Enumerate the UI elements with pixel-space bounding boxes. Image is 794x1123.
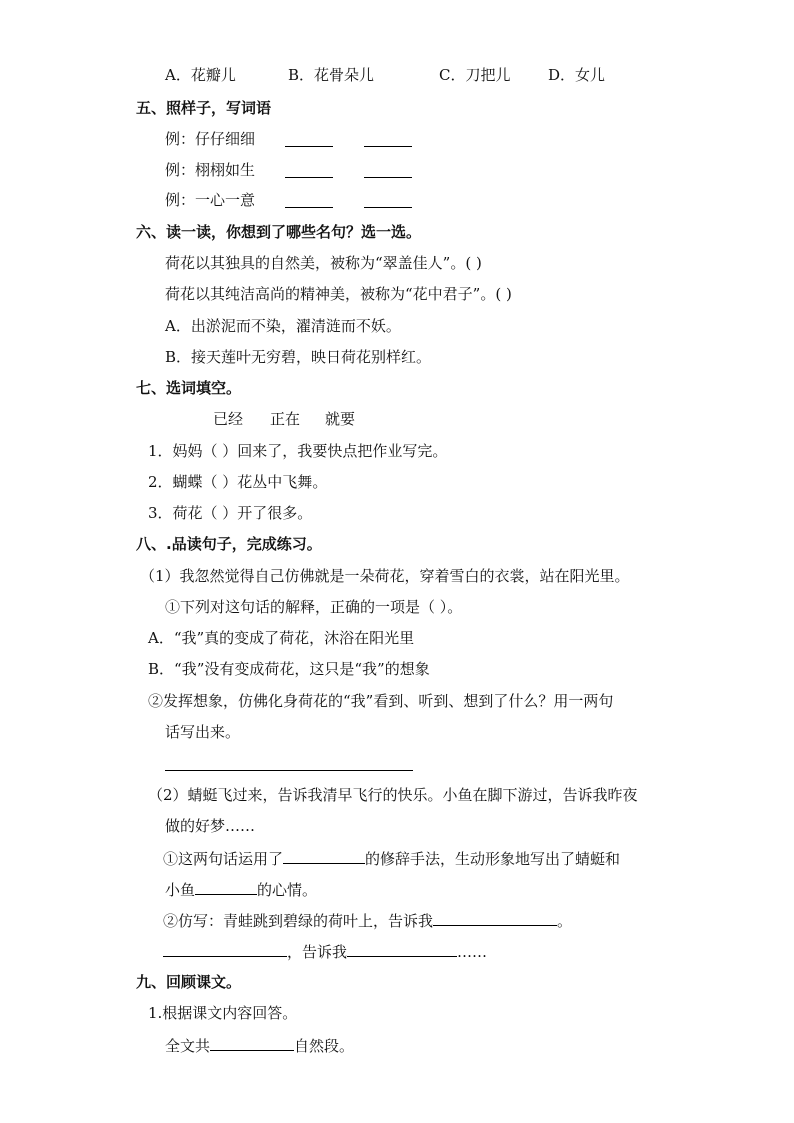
answer-blank[interactable] — [364, 146, 412, 147]
fill-item-3: 3．荷花（ ）开了很多。 — [148, 504, 313, 522]
question-1-1: ①下列对这句话的解释，正确的一项是（ ）。 — [165, 598, 463, 616]
question-text: 的心情。 — [257, 881, 318, 899]
example-2: 例：栩栩如生 — [165, 161, 256, 179]
option-a: A．花瓣儿 — [165, 66, 236, 84]
question-text: 小鱼 — [165, 881, 196, 899]
option-c: C．刀把儿 — [439, 66, 511, 84]
example-3: 例：一心一意 — [165, 191, 256, 209]
writing-line[interactable] — [165, 770, 413, 771]
question-9-1: 1.根据课文内容回答。 — [148, 1004, 298, 1022]
question-text: 自然段。 — [294, 1037, 355, 1055]
question-2-1-line2 — [165, 878, 317, 900]
passage-2-line2: 做的好梦…… — [165, 817, 256, 835]
word-choice-1: 已经 — [213, 410, 244, 428]
answer-blank[interactable] — [163, 940, 287, 957]
question-2-3 — [163, 940, 487, 962]
section-6-title: 六、读一读，你想到了哪些名句？选一选。 — [136, 223, 422, 241]
answer-blank[interactable] — [347, 940, 457, 957]
question-text: 全文共 — [165, 1037, 211, 1055]
option-a: A．出淤泥而不染，濯清涟而不妖。 — [165, 317, 401, 335]
question-2-2 — [163, 909, 572, 931]
option-b: B．花骨朵儿 — [288, 66, 375, 84]
question-text: 。 — [557, 912, 573, 930]
answer-blank[interactable] — [285, 177, 333, 178]
choice-a: A．“我”真的变成了荷花，沐浴在阳光里 — [148, 629, 415, 647]
section-8-title: 八、.品读句子，完成练习。 — [136, 535, 322, 553]
answer-blank[interactable] — [195, 878, 257, 895]
question-text: …… — [457, 943, 488, 961]
sentence-2: 荷花以其纯洁高尚的精神美，被称为“花中君子”。( ) — [165, 285, 512, 303]
passage-2-line1: （2）蜻蜓飞过来，告诉我清早飞行的快乐。小鱼在脚下游过，告诉我昨夜 — [148, 786, 638, 804]
answer-blank[interactable] — [210, 1034, 294, 1051]
section-5-title: 五、照样子，写词语 — [136, 99, 272, 117]
answer-blank[interactable] — [285, 207, 333, 208]
question-9-1-answer — [165, 1034, 354, 1056]
section-7-title: 七、选词填空。 — [136, 379, 242, 397]
example-1: 例：仔仔细细 — [165, 130, 256, 148]
fill-item-2: 2．蝴蝶（ ）花丛中飞舞。 — [148, 473, 328, 491]
option-d: D．女儿 — [548, 66, 606, 84]
question-1-2-line1: ②发挥想象，仿佛化身荷花的“我”看到、听到、想到了什么？用一两句 — [148, 692, 614, 710]
answer-blank[interactable] — [433, 909, 557, 926]
passage-1: （1）我忽然觉得自己仿佛就是一朵荷花，穿着雪白的衣裳，站在阳光里。 — [140, 567, 630, 585]
word-choice-3: 就要 — [325, 410, 356, 428]
answer-blank[interactable] — [283, 847, 365, 864]
option-b: B．接天莲叶无穷碧，映日荷花别样红。 — [165, 348, 432, 366]
answer-blank[interactable] — [285, 146, 333, 147]
question-text: 的修辞手法，生动形象地写出了蜻蜓和 — [365, 850, 621, 868]
question-2-1-line1 — [163, 847, 620, 869]
question-text: ①这两句话运用了 — [163, 850, 284, 868]
question-text: ②仿写：青蛙跳到碧绿的荷叶上，告诉我 — [163, 912, 434, 930]
fill-item-1: 1．妈妈（ ）回来了，我要快点把作业写完。 — [148, 442, 448, 460]
answer-blank[interactable] — [364, 207, 412, 208]
sentence-1: 荷花以其独具的自然美，被称为“翠盖佳人”。( ) — [165, 254, 482, 272]
answer-blank[interactable] — [364, 177, 412, 178]
word-choice-2: 正在 — [270, 410, 301, 428]
choice-b: B．“我”没有变成荷花，这只是“我”的想象 — [148, 660, 430, 678]
question-1-2-line2: 话写出来。 — [165, 723, 241, 741]
question-text: ，告诉我 — [287, 943, 348, 961]
section-9-title: 九、回顾课文。 — [136, 973, 242, 991]
